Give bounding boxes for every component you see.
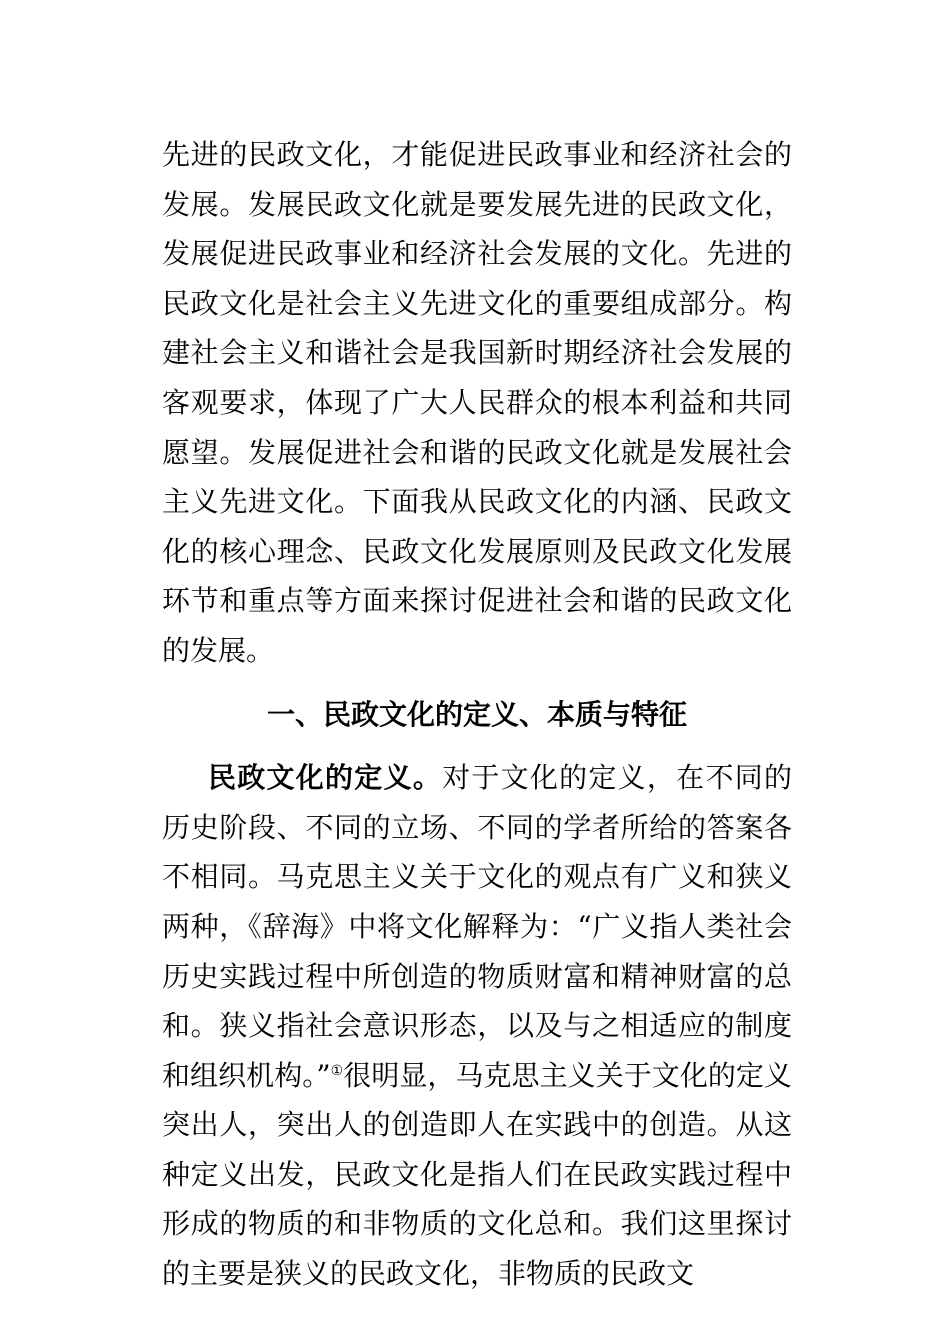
section-heading: 一、民政文化的定义、本质与特征 [266, 697, 687, 731]
intro-paragraph: 先进的民政文化，才能促进民政事业和经济社会的发展。发展民政文化就是要发展先进的民政文化，发展促进民政事业和经济社会发展的文化。先进的民政文化是社会主义先进文化的重要组成部分。构建社会主义和谐社会是我国新时期经济社会发展的客观要求，体现了广大人民群众的根本利益和共同愿望。发展促进社会和谐的民政文化就是发展社会主义先进文化。下面我从民政文化的内涵、民政文化的核心理念、民政文化发展原则及民政文化发展环节和重点等方面来探讨促进社会和谐的民政文化的发展。 [162, 138, 792, 667]
paragraph-text-before-footnote: 对于文化的定义，在不同的历史阶段、不同的立场、不同的学者所给的答案各不相同。马克思主义关于文化的观点有广义和狭义两种，《辞海》中将文化解释为：“广义指人类社会历史实践过程中所创造的物质财富和精神财富的总和。狭义指社会意识形态，以及与之相适应的制度和组织机构。” [162, 761, 792, 1092]
footnote-marker: ① [330, 1062, 344, 1079]
paragraph-text-after-footnote: 很明显，马克思主义关于文化的定义突出人，突出人的创造即人在实践中的创造。从这种定义出发，民政文化是指人们在民政实践过程中形成的物质的和非物质的文化总和。我们这里探讨的主要是狭义的民政文化，非物质的民政文 [162, 1058, 792, 1291]
paragraph-lead-term: 民政文化的定义。 [208, 761, 443, 795]
document-page [162, 130, 792, 1299]
definition-paragraph [162, 753, 792, 1299]
